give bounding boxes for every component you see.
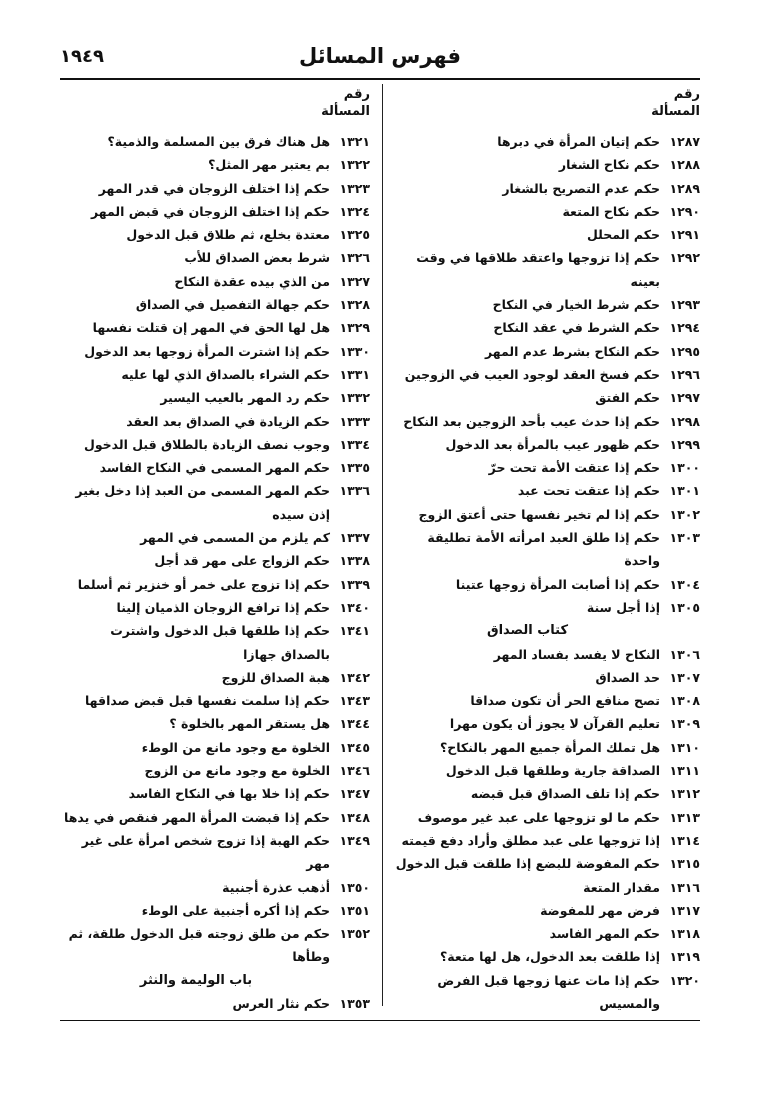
index-entry [62, 340, 370, 363]
entry-title: هل هناك فرق بين المسلمة والذمية؟ [107, 134, 330, 149]
entry-number: ١٣٠٣ [669, 530, 700, 546]
entry-title: حكم فسخ العقد لوجود العيب في الزوجين [404, 366, 660, 382]
entry-number: ١٣١٦ [669, 879, 700, 895]
entry-number: ١٣٠١ [669, 483, 700, 499]
index-entry [395, 596, 700, 619]
index-entry [395, 526, 700, 573]
index-entry [62, 246, 370, 269]
index-entry [62, 782, 370, 805]
entry-number: ١٣٢٥ [339, 227, 370, 243]
entry-number: ١٣٤٧ [339, 786, 370, 802]
entry-number: ١٣٤٤ [339, 716, 370, 732]
entry-title: حكم إذا اختلف الزوجان في قبض المهر [90, 203, 330, 219]
index-entry [395, 503, 700, 526]
index-entry [62, 596, 370, 619]
index-entry [62, 270, 370, 293]
entry-number: ١٣١٤ [669, 832, 700, 848]
entry-number: ١٣٤٨ [339, 809, 370, 825]
index-entry [395, 643, 700, 666]
entry-number: ١٣٤١ [339, 623, 370, 639]
index-entry [62, 456, 370, 479]
index-entry [395, 759, 700, 782]
entry-title: الخلوة مع وجود مانع من الوطء [141, 739, 330, 755]
entry-title: حكم إذا أكره أجنبية على الوطء [141, 902, 330, 918]
entry-title: حكم إذا طلقها قبل الدخول واشترت بالصداق جهازا [110, 623, 330, 662]
entry-title: فرض مهر للمفوضة [540, 902, 660, 918]
index-entry [395, 969, 700, 1016]
index-entry [62, 992, 370, 1015]
entry-number: ١٣٥٣ [339, 995, 370, 1011]
column-header-line2: المسألة [321, 104, 370, 119]
entry-title: حكم عدم التصريح بالشغار [502, 180, 660, 196]
index-entry [62, 829, 370, 876]
index-entry [395, 386, 700, 409]
entry-number: ١٣٣٥ [339, 460, 370, 476]
entry-title: حكم من طلق زوجته قبل الدخول طلقة، ثم وطأها [68, 926, 330, 965]
entry-title: حكم شرط الخيار في النكاح [492, 297, 660, 313]
entry-title: حكم إذا قبضت المرأة المهر فنقص في يدها [64, 809, 330, 825]
entry-title: حكم جهالة التفصيل في الصداق [135, 297, 330, 313]
entry-number: ١٣٣٤ [339, 436, 370, 452]
column-header-line1: رقم [673, 87, 700, 102]
index-entry [395, 736, 700, 759]
entry-number: ١٣٥٠ [339, 879, 370, 895]
index-entry [395, 246, 700, 293]
index-entry [62, 619, 370, 666]
entry-title: حكم إذا اشترت المرأة زوجها بعد الدخول [84, 343, 330, 359]
index-entry [62, 386, 370, 409]
entry-number: ١٣٢٠ [669, 972, 700, 988]
entry-number: ١٢٩٥ [669, 343, 700, 359]
entry-number: ١٣٢٨ [339, 297, 370, 313]
index-entry [62, 200, 370, 223]
index-entry [395, 293, 700, 316]
entry-number: ١٣٤٩ [339, 832, 370, 848]
entry-title: أذهب عذرة أجنبية [222, 879, 330, 895]
index-entry [62, 806, 370, 829]
index-entry [395, 456, 700, 479]
entry-number: ١٣٠٧ [669, 669, 700, 685]
entry-title: حكم الشراء بالصداق الذي لها عليه [121, 366, 330, 382]
footer-rule [60, 1020, 700, 1021]
column-header-right [395, 84, 700, 128]
entry-title: حكم إذا أصابت المرأة زوجها عتينا [455, 576, 660, 592]
index-entry [62, 899, 370, 922]
index-entry [62, 433, 370, 456]
index-entry [62, 689, 370, 712]
entry-title: حكم إذا طلق العبد امرأته الأمة تطليقة واحدة [427, 530, 660, 569]
entry-number: ١٣٠٨ [669, 693, 700, 709]
entry-title: حكم المهر المسمى من العبد إذا دخل بغير إذن سيده [75, 483, 330, 522]
index-entry [62, 479, 370, 526]
index-entry [62, 549, 370, 572]
entry-number: ١٣٢٣ [339, 180, 370, 196]
entry-number: ١٣٠٦ [669, 646, 700, 662]
index-entry [62, 876, 370, 899]
entry-number: ١٣١٩ [669, 949, 700, 965]
entry-number: ١٣٢٩ [339, 320, 370, 336]
column-header-left [62, 84, 370, 128]
index-entry [62, 130, 370, 153]
index-entry [395, 782, 700, 805]
entry-number: ١٣٤٢ [339, 669, 370, 685]
entry-title: حكم المحلل [586, 227, 660, 243]
entry-number: ١٣٣٦ [339, 483, 370, 499]
entry-title: حكم رد المهر بالعيب اليسير [160, 390, 330, 406]
entry-number: ١٣٤٣ [339, 693, 370, 709]
entry-title: إذا طلقت بعد الدخول، هل لها متعة؟ [439, 949, 660, 965]
index-entry [395, 479, 700, 502]
entry-number: ١٢٩٨ [669, 413, 700, 429]
entry-number: ١٣١٢ [669, 786, 700, 802]
entry-title: حكم ظهور عيب بالمرأة بعد الدخول [445, 436, 660, 452]
entry-number: ١٢٩١ [669, 227, 700, 243]
section-heading-text: باب الوليمة والنثر [139, 972, 253, 988]
index-entry [395, 340, 700, 363]
entry-title: حكم الزواج على مهر قد أجل [154, 553, 330, 569]
entry-title: النكاح لا يفسد بفساد المهر [493, 646, 660, 662]
entry-title: الصداقة جارية وطلقها قبل الدخول [445, 763, 660, 779]
index-entry [395, 712, 700, 735]
entry-title: من الذي بيده عقدة النكاح [174, 273, 330, 289]
entry-title: حكم إذا اختلف الزوجان في قدر المهر [98, 180, 330, 196]
section-heading-text: كتاب الصداق [486, 623, 569, 639]
entry-number: ١٣٠٠ [669, 460, 700, 476]
entry-title: تصح منافع الحر أن تكون صداقا [470, 693, 660, 709]
entry-title: حكم إذا مات عنها زوجها قبل الفرض والمسيس [437, 972, 660, 1011]
entry-title: حكم الهبة إذا تزوج شخص امرأة على غير مهر [81, 832, 330, 872]
entry-number: ١٢٩٣ [669, 297, 700, 313]
index-entry [62, 759, 370, 782]
index-entry [62, 526, 370, 549]
entry-title: حكم إذا تزوج على خمر أو خنزير ثم أسلما [77, 576, 330, 592]
entry-title: حكم النكاح بشرط عدم المهر [484, 343, 660, 359]
page-title: فهرس المسائل [298, 44, 461, 68]
entry-number: ١٣٣١ [339, 366, 370, 382]
index-entry [62, 666, 370, 689]
index-entry [395, 433, 700, 456]
entry-number: ١٢٨٧ [669, 134, 700, 149]
index-entry [395, 573, 700, 596]
index-entry [395, 829, 700, 852]
entry-title: حكم المهر المسمى في النكاح الفاسد [99, 460, 330, 476]
index-entry [395, 153, 700, 176]
entry-number: ١٢٩٩ [669, 436, 700, 452]
index-entry [62, 153, 370, 176]
index-entry [62, 922, 370, 969]
index-entry [62, 316, 370, 339]
index-entry [62, 223, 370, 246]
entry-number: ١٣٤٥ [339, 739, 370, 755]
index-entry [62, 410, 370, 433]
entry-number: ١٣١١ [669, 763, 700, 779]
index-entry [395, 410, 700, 433]
entry-number: ١٣٥١ [339, 902, 370, 918]
entry-number: ١٣٢٢ [339, 157, 370, 173]
entry-title: هبة الصداق للزوج [221, 669, 330, 685]
entry-title: هل تملك المرأة جميع المهر بالنكاح؟ [439, 739, 660, 755]
entry-number: ١٢٩٢ [669, 250, 700, 266]
index-entry [395, 806, 700, 829]
entry-number: ١٢٨٩ [669, 180, 700, 196]
index-entry [62, 712, 370, 735]
entry-number: ١٣٤٠ [339, 599, 370, 615]
index-column-right [395, 84, 700, 1015]
entry-number: ١٣١٠ [669, 739, 700, 755]
index-entry [62, 363, 370, 386]
entry-title: حكم إذا تزوجها واعتقد طلاقها في وقت بعينه [416, 250, 660, 289]
index-entry [395, 177, 700, 200]
entry-number: ١٣٢١ [339, 134, 370, 149]
entry-number: ١٣٢٧ [339, 273, 370, 289]
entry-title: حكم إذا عتقت الأمة تحت حرّ [488, 460, 660, 476]
entry-number: ١٣٢٦ [339, 250, 370, 266]
entry-title: معتدة بخلع، ثم طلاق قبل الدخول [126, 227, 330, 243]
entry-title: كم يلزم من المسمى في المهر [140, 530, 330, 546]
entry-title: حكم إذا حدث عيب بأحد الزوجين بعد النكاح [403, 413, 660, 429]
entry-number: ١٣٠٢ [669, 506, 700, 522]
section-heading [395, 619, 700, 642]
index-list-right [395, 130, 700, 1015]
index-entry [62, 293, 370, 316]
entry-number: ١٣٣٨ [339, 553, 370, 569]
entry-title: هل يستقر المهر بالخلوة ؟ [169, 716, 330, 732]
entry-number: ١٢٨٨ [669, 157, 700, 173]
column-divider [382, 84, 383, 1006]
index-entry [395, 852, 700, 875]
entry-title: حكم نكاح الشغار [558, 157, 660, 173]
index-entry [62, 177, 370, 200]
index-entry [395, 666, 700, 689]
index-entry [395, 316, 700, 339]
entry-title: الخلوة مع وجود مانع من الزوج [144, 763, 330, 779]
entry-number: ١٣٠٥ [669, 599, 700, 615]
entry-number: ١٢٩٧ [669, 390, 700, 406]
entry-title: هل لها الحق في المهر إن قتلت نفسها [92, 320, 330, 336]
entry-title: حد الصداق [595, 669, 660, 685]
entry-title: حكم إذا لم تخير نفسها حتى أعتق الزوج [418, 506, 660, 522]
entry-number: ١٣٥٢ [339, 926, 370, 942]
section-heading [62, 969, 370, 992]
entry-number: ١٢٩٠ [669, 203, 700, 219]
index-entry [395, 363, 700, 386]
entry-title: حكم الشرط في عقد النكاح [493, 320, 660, 336]
index-entry [395, 689, 700, 712]
entry-title: حكم إذا تلف الصداق قبل قبضه [470, 786, 660, 802]
entry-number: ١٢٩٤ [669, 320, 700, 336]
entry-number: ١٣١٣ [669, 809, 700, 825]
page-header [60, 40, 700, 76]
entry-title: مقدار المتعة [583, 879, 660, 895]
entry-title: تعليم القرآن لا يجوز أن يكون مهرا [449, 716, 660, 732]
index-entry [62, 573, 370, 596]
entry-title: حكم نكاح المتعة [562, 203, 660, 219]
entry-number: ١٣١٧ [669, 902, 700, 918]
entry-number: ١٣١٥ [669, 856, 700, 872]
header-rule [60, 78, 700, 80]
index-entry [395, 922, 700, 945]
entry-number: ١٢٩٦ [669, 366, 700, 382]
entry-title: بم يعتبر مهر المثل؟ [208, 157, 330, 173]
index-entry [395, 876, 700, 899]
entry-title: وجوب نصف الزيادة بالطلاق قبل الدخول [83, 436, 330, 452]
entry-number: ١٣٣٠ [339, 343, 370, 359]
index-entry [395, 223, 700, 246]
entry-title: حكم ما لو تزوجها على عبد غير موصوف [417, 809, 660, 825]
entry-title: إذا تزوجها على عبد مطلق وأراد دفع قيمته [401, 832, 660, 848]
entry-title: حكم إذا عتقت تحت عبد [517, 483, 660, 499]
entry-number: ١٣٣٩ [339, 576, 370, 592]
index-entry [395, 899, 700, 922]
entry-number: ١٣٠٩ [669, 716, 700, 732]
entry-title: حكم المهر الفاسد [549, 926, 660, 942]
entry-title: حكم المفوضة للبضع إذا طلقت قبل الدخول [395, 856, 660, 872]
entry-title: حكم إذا خلا بها في النكاح الفاسد [128, 786, 330, 802]
entry-title: حكم إتيان المرأة في دبرها [497, 134, 660, 149]
entry-number: ١٣٣٣ [339, 413, 370, 429]
column-header-line2: المسألة [651, 104, 700, 119]
entry-title: حكم إذا ترافع الزوجان الذميان إلينا [116, 599, 330, 615]
entry-title: إذا أجل سنة [586, 599, 660, 615]
column-header-line1: رقم [343, 87, 370, 102]
index-column-left [62, 84, 370, 1015]
entry-number: ١٣٢٤ [339, 203, 370, 219]
index-entry [395, 130, 700, 153]
entry-number: ١٣٠٤ [669, 576, 700, 592]
entry-number: ١٣٣٢ [339, 390, 370, 406]
index-entry [395, 200, 700, 223]
index-list-left [62, 130, 370, 1015]
entry-title: حكم الزيادة في الصداق بعد العقد [126, 413, 330, 429]
page-number: ١٩٤٩ [60, 46, 104, 67]
entry-title: حكم نثار العرس [232, 995, 330, 1011]
index-entry [62, 736, 370, 759]
index-entry [395, 945, 700, 968]
entry-number: ١٣٤٦ [339, 763, 370, 779]
entry-title: شرط بعض الصداق للأب [184, 250, 330, 266]
entry-number: ١٣١٨ [669, 926, 700, 942]
entry-number: ١٣٣٧ [339, 530, 370, 546]
entry-title: حكم الفتق [595, 390, 660, 406]
entry-title: حكم إذا سلمت نفسها قبل قبض صداقها [84, 693, 330, 709]
